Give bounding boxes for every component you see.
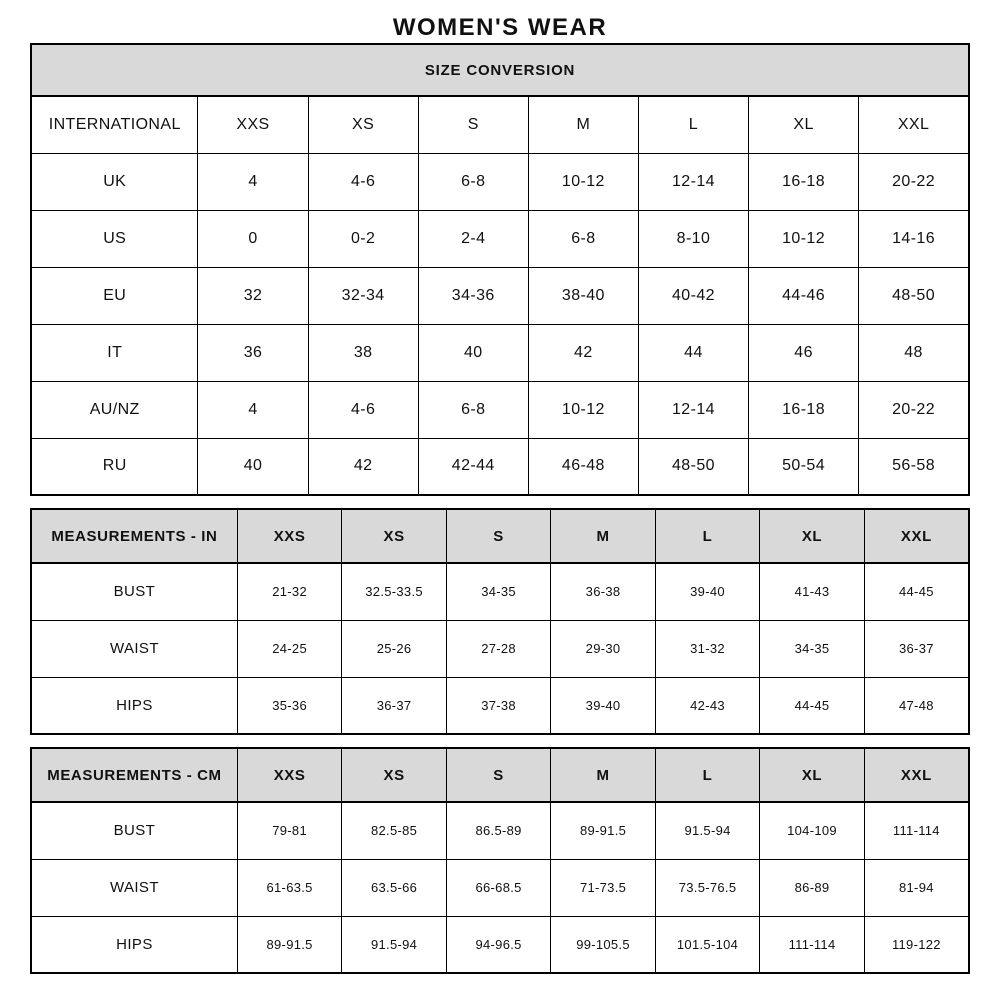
measurement-cell: 86.5-89: [446, 802, 550, 859]
measurement-cell: 34-35: [446, 563, 550, 620]
row-label-eu: EU: [31, 267, 198, 324]
measurement-cell: 41-43: [760, 563, 864, 620]
measurements-cm-table: [30, 747, 970, 974]
size-cell: 0: [198, 210, 308, 267]
measurement-cell: 79-81: [237, 802, 341, 859]
row-label-hips: HIPS: [31, 916, 237, 973]
column-header-m: M: [528, 96, 638, 153]
table-row-us: [31, 210, 969, 267]
column-header-xxl: XXL: [859, 96, 969, 153]
size-cell: 34-36: [418, 267, 528, 324]
column-header-s: S: [418, 96, 528, 153]
size-cell: 46: [749, 324, 859, 381]
measurements-in-title: MEASUREMENTS - IN: [31, 509, 237, 563]
measurement-cell: 44-45: [760, 677, 864, 734]
measurement-cell: 37-38: [446, 677, 550, 734]
size-cell: 0-2: [308, 210, 418, 267]
measurement-cell: 82.5-85: [342, 802, 446, 859]
size-cell: 16-18: [749, 153, 859, 210]
row-label-bust: BUST: [31, 802, 237, 859]
column-header-xl: XL: [760, 509, 864, 563]
column-header-xxl: XXL: [864, 509, 969, 563]
measurement-cell: 101.5-104: [655, 916, 759, 973]
row-label-waist: WAIST: [31, 859, 237, 916]
size-cell: 32-34: [308, 267, 418, 324]
size-cell: 56-58: [859, 438, 969, 495]
row-label-uk: UK: [31, 153, 198, 210]
measurement-cell: 24-25: [237, 620, 341, 677]
row-label-aunz: AU/NZ: [31, 381, 198, 438]
size-cell: 48-50: [859, 267, 969, 324]
measurement-cell: 89-91.5: [551, 802, 655, 859]
measurement-cell: 36-38: [551, 563, 655, 620]
column-header-xxs: XXS: [198, 96, 308, 153]
measurement-cell: 34-35: [760, 620, 864, 677]
size-cell: 6-8: [418, 381, 528, 438]
size-cell: 40: [198, 438, 308, 495]
column-header-xs: XS: [308, 96, 418, 153]
table-row-waist-in: [31, 620, 969, 677]
size-cell: 42: [528, 324, 638, 381]
size-conversion-table: [30, 43, 970, 496]
table-row-ru: [31, 438, 969, 495]
size-cell: 38-40: [528, 267, 638, 324]
measurement-cell: 73.5-76.5: [655, 859, 759, 916]
measurements-cm-header-row: [31, 748, 969, 802]
measurement-cell: 91.5-94: [655, 802, 759, 859]
size-cell: 20-22: [859, 381, 969, 438]
size-cell: 14-16: [859, 210, 969, 267]
size-conversion-header-row: [31, 44, 969, 96]
size-cell: 12-14: [638, 153, 748, 210]
column-header-xs: XS: [342, 748, 446, 802]
measurement-cell: 89-91.5: [237, 916, 341, 973]
measurement-cell: 39-40: [551, 677, 655, 734]
column-header-xxs: XXS: [237, 509, 341, 563]
column-header-l: L: [655, 748, 759, 802]
measurement-cell: 35-36: [237, 677, 341, 734]
measurement-cell: 111-114: [864, 802, 969, 859]
row-label-hips: HIPS: [31, 677, 237, 734]
size-cell: 4: [198, 153, 308, 210]
size-cell: 40-42: [638, 267, 748, 324]
column-header-international: INTERNATIONAL: [31, 96, 198, 153]
measurement-cell: 81-94: [864, 859, 969, 916]
size-cell: 38: [308, 324, 418, 381]
column-header-m: M: [551, 748, 655, 802]
row-label-waist: WAIST: [31, 620, 237, 677]
column-header-xxl: XXL: [864, 748, 969, 802]
size-cell: 16-18: [749, 381, 859, 438]
measurement-cell: 99-105.5: [551, 916, 655, 973]
measurement-cell: 91.5-94: [342, 916, 446, 973]
measurement-cell: 27-28: [446, 620, 550, 677]
measurement-cell: 66-68.5: [446, 859, 550, 916]
size-cell: 4: [198, 381, 308, 438]
size-cell: 32: [198, 267, 308, 324]
measurements-in-table: [30, 508, 970, 735]
size-cell: 8-10: [638, 210, 748, 267]
measurement-cell: 71-73.5: [551, 859, 655, 916]
size-cell: 42-44: [418, 438, 528, 495]
measurements-in-header-row: [31, 509, 969, 563]
column-header-xs: XS: [342, 509, 446, 563]
column-header-m: M: [551, 509, 655, 563]
measurement-cell: 61-63.5: [237, 859, 341, 916]
table-row-hips-cm: [31, 916, 969, 973]
size-cell: 6-8: [418, 153, 528, 210]
measurement-cell: 42-43: [655, 677, 759, 734]
size-conversion-columns-row: [31, 96, 969, 153]
measurement-cell: 31-32: [655, 620, 759, 677]
table-row-hips-in: [31, 677, 969, 734]
column-header-xl: XL: [760, 748, 864, 802]
measurement-cell: 21-32: [237, 563, 341, 620]
size-cell: 10-12: [749, 210, 859, 267]
size-cell: 40: [418, 324, 528, 381]
measurement-cell: 29-30: [551, 620, 655, 677]
size-cell: 42: [308, 438, 418, 495]
table-row-it: [31, 324, 969, 381]
measurement-cell: 63.5-66: [342, 859, 446, 916]
measurement-cell: 39-40: [655, 563, 759, 620]
column-header-xl: XL: [749, 96, 859, 153]
measurement-cell: 36-37: [342, 677, 446, 734]
size-cell: 12-14: [638, 381, 748, 438]
measurement-cell: 32.5-33.5: [342, 563, 446, 620]
measurement-cell: 119-122: [864, 916, 969, 973]
row-label-us: US: [31, 210, 198, 267]
measurement-cell: 44-45: [864, 563, 969, 620]
measurement-cell: 47-48: [864, 677, 969, 734]
size-cell: 44-46: [749, 267, 859, 324]
size-cell: 10-12: [528, 153, 638, 210]
column-header-xxs: XXS: [237, 748, 341, 802]
column-header-s: S: [446, 509, 550, 563]
measurement-cell: 111-114: [760, 916, 864, 973]
table-row-aunz: [31, 381, 969, 438]
row-label-ru: RU: [31, 438, 198, 495]
row-label-it: IT: [31, 324, 198, 381]
measurement-cell: 104-109: [760, 802, 864, 859]
row-label-bust: BUST: [31, 563, 237, 620]
column-header-s: S: [446, 748, 550, 802]
table-row-uk: [31, 153, 969, 210]
table-row-waist-cm: [31, 859, 969, 916]
size-cell: 2-4: [418, 210, 528, 267]
measurement-cell: 94-96.5: [446, 916, 550, 973]
size-cell: 20-22: [859, 153, 969, 210]
size-cell: 44: [638, 324, 748, 381]
table-row-bust-in: [31, 563, 969, 620]
column-header-l: L: [655, 509, 759, 563]
table-row-bust-cm: [31, 802, 969, 859]
size-conversion-title: SIZE CONVERSION: [31, 44, 969, 96]
measurement-cell: 25-26: [342, 620, 446, 677]
size-cell: 48: [859, 324, 969, 381]
measurement-cell: 36-37: [864, 620, 969, 677]
measurement-cell: 86-89: [760, 859, 864, 916]
column-header-l: L: [638, 96, 748, 153]
size-cell: 50-54: [749, 438, 859, 495]
size-cell: 6-8: [528, 210, 638, 267]
size-cell: 36: [198, 324, 308, 381]
size-cell: 48-50: [638, 438, 748, 495]
size-cell: 4-6: [308, 153, 418, 210]
size-cell: 46-48: [528, 438, 638, 495]
table-row-eu: [31, 267, 969, 324]
page-title: WOMEN'S WEAR: [392, 14, 608, 41]
size-cell: 10-12: [528, 381, 638, 438]
size-cell: 4-6: [308, 381, 418, 438]
measurements-cm-title: MEASUREMENTS - CM: [31, 748, 237, 802]
